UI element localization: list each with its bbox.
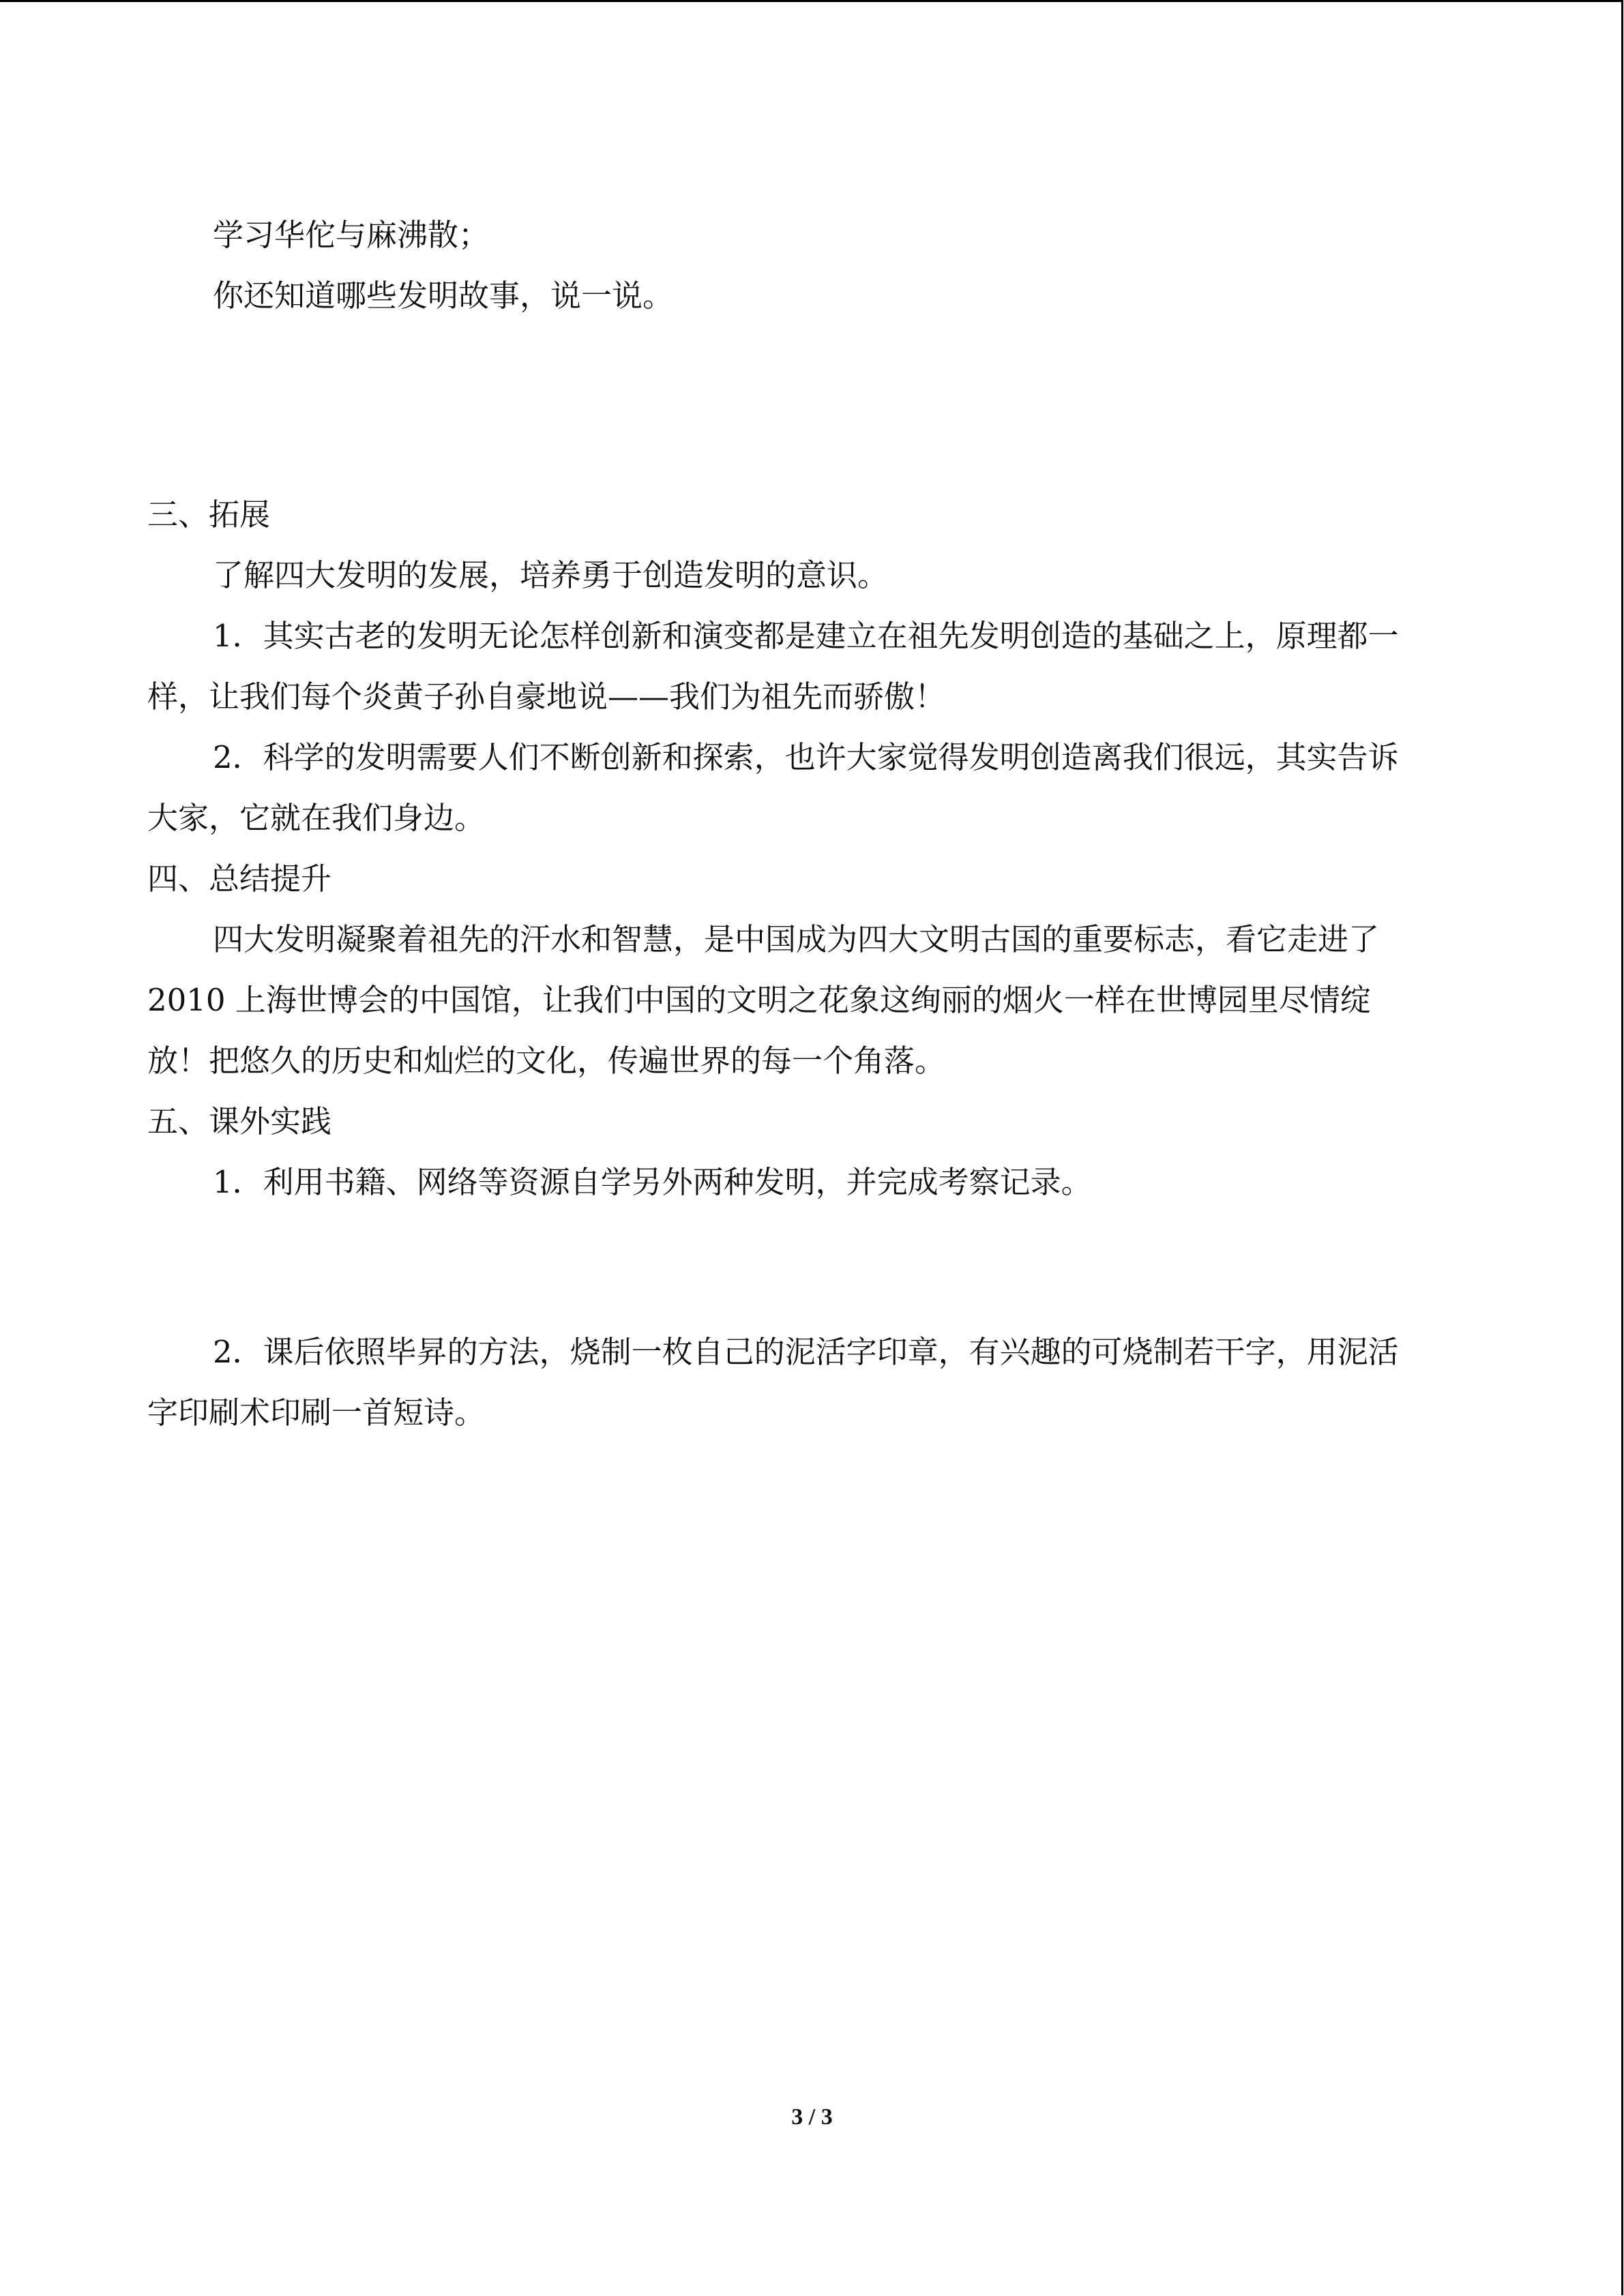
- section-3-heading: 三、拓展: [147, 496, 271, 533]
- intro-line-2: 你还知道哪些发明故事，说一说。: [213, 278, 674, 314]
- section-4-heading: 四、总结提升: [147, 861, 332, 897]
- section-4-line-3: 放！把悠久的历史和灿烂的文化，传遍世界的每一个角落。: [147, 1043, 946, 1079]
- section-3-item-2-line-2: 大家，它就在我们身边。: [147, 800, 486, 836]
- intro-line-1: 学习华佗与麻沸散；: [213, 217, 490, 253]
- section-3-item-1-line-2: 样，让我们每个炎黄子孙自豪地说——我们为祖先而骄傲！: [147, 679, 946, 715]
- page-number: 3 / 3: [791, 2104, 833, 2130]
- document-body: [147, 205, 1477, 1443]
- section-4-line-2: 2010 上海世博会的中国馆，让我们中国的文明之花象这绚丽的烟火一样在世博园里尽情绽: [147, 982, 1371, 1018]
- section-5-item-2-line-2: 字印刷术印刷一首短诗。: [147, 1395, 486, 1431]
- section-5-heading: 五、课外实践: [147, 1103, 332, 1139]
- section-5-item-2-line-1: 2．课后依照毕昇的方法，烧制一枚自己的泥活字印章，有兴趣的可烧制若干字，用泥活: [213, 1334, 1399, 1370]
- section-3-item-2-line-1: 2．科学的发明需要人们不断创新和探索，也许大家觉得发明创造离我们很远，其实告诉: [213, 739, 1399, 775]
- section-3-intro: 了解四大发明的发展，培养勇于创造发明的意识。: [213, 557, 889, 593]
- section-5-item-1: 1．利用书籍、网络等资源自学另外两种发明，并完成考察记录。: [213, 1164, 1092, 1200]
- spacer: [147, 326, 1477, 484]
- spacer: [147, 1212, 1477, 1322]
- section-3-item-1-line-1: 1．其实古老的发明无论怎样创新和演变都是建立在祖先发明创造的基础之上，原理都一: [213, 618, 1399, 654]
- section-4-line-1: 四大发明凝聚着祖先的汗水和智慧，是中国成为四大文明古国的重要标志，看它走进了: [213, 921, 1380, 957]
